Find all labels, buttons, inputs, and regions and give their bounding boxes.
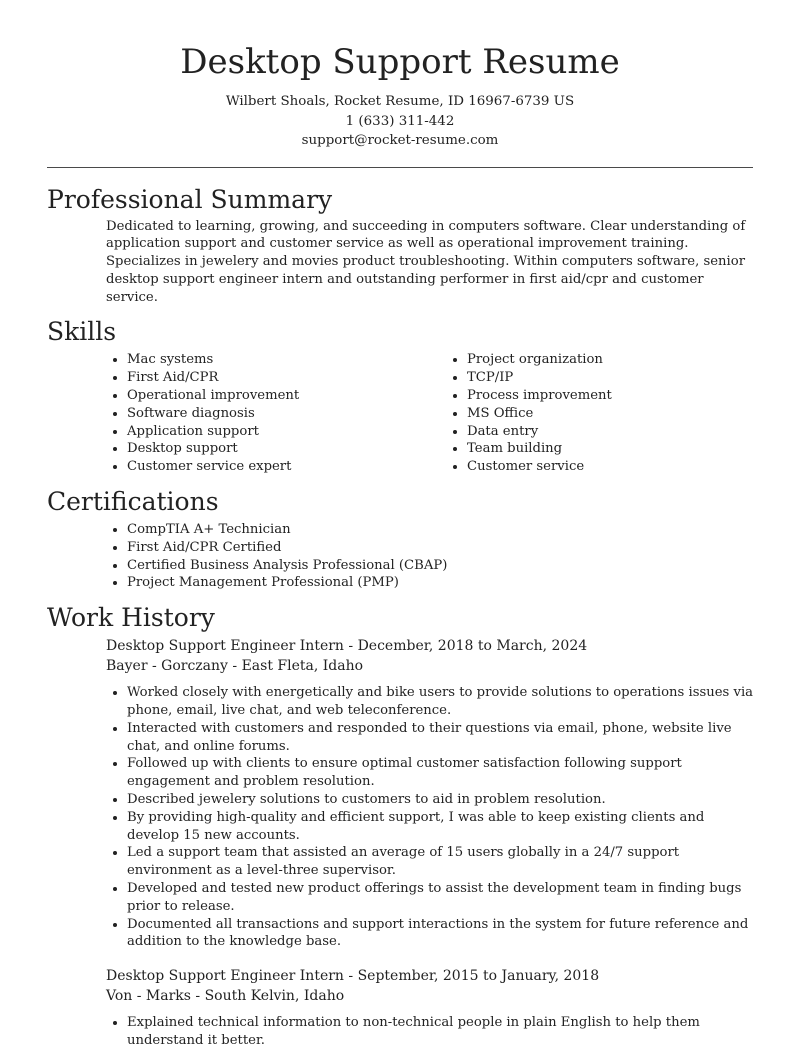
skill-item: • Mac systems: [127, 351, 446, 369]
contact-address: Wilbert Shoals, Rocket Resume, ID 16967-6739 US: [225, 94, 575, 109]
skill-item: • Desktop support: [127, 440, 446, 458]
skills-heading: Skills: [47, 317, 117, 347]
header-divider: [47, 167, 753, 168]
work-history-heading: Work History: [47, 603, 215, 633]
certifications-section: [0, 486, 800, 592]
certification-item: • Project Management Professional (PMP): [127, 574, 800, 592]
skill-item: • Operational improvement: [127, 387, 446, 405]
contact-email: support@rocket-resume.com: [301, 133, 499, 148]
certification-item: • Certified Business Analysis Professional (CBAP): [127, 557, 800, 575]
work-history-section: [0, 602, 800, 1050]
job-entry: [106, 637, 754, 951]
skill-item: • First Aid/CPR: [127, 369, 446, 387]
skill-item: • Process improvement: [467, 387, 786, 405]
skills-list-right: [446, 351, 786, 476]
job-bullet: • By providing high-quality and efficient support, I was able to keep existing clients and develop 15 new accounts.: [127, 809, 754, 845]
job-bullet-list: [106, 684, 754, 951]
job-title-line: Desktop Support Engineer Intern - December, 2018 to March, 2024: [106, 638, 588, 655]
skill-item: • Data entry: [467, 423, 786, 441]
certification-item: • First Aid/CPR Certified: [127, 539, 800, 557]
skill-item: • MS Office: [467, 405, 786, 423]
certification-item: • CompTIA A+ Technician: [127, 521, 800, 539]
summary-section: [0, 184, 800, 307]
summary-heading: Professional Summary: [47, 184, 333, 214]
job-bullet: • Followed up with clients to ensure optimal customer satisfaction following support engagement and problem resolution.: [127, 755, 754, 791]
skills-list-left: [106, 351, 446, 476]
skills-section: [0, 316, 800, 476]
summary-text: Dedicated to learning, growing, and succeeding in computers software. Clear understanding of application support and customer service as well as operational improvement training. Specializes in jewelery and movies product troubleshooting. Within computers software, senior desktop support engineer intern and outstanding performer in first aid/cpr and customer service.: [106, 218, 746, 305]
job-bullet: • Interacted with customers and responded to their questions via email, phone, website live chat, and online forums.: [127, 720, 754, 756]
job-bullet: • Developed and tested new product offerings to assist the development team in finding bugs prior to release.: [127, 880, 754, 916]
skill-item: • Application support: [127, 423, 446, 441]
resume-title: Desktop Support Resume: [180, 42, 620, 82]
certifications-heading: Certifications: [47, 487, 219, 517]
job-company-line: Von - Marks - South Kelvin, Idaho: [106, 987, 345, 1004]
job-entry: [106, 967, 754, 1050]
job-bullet: • Documented all transactions and support interactions in the system for future reference and addition to the knowledge base.: [127, 916, 754, 952]
contact-phone: 1 (633) 311-442: [345, 113, 455, 129]
skill-item: • Team building: [467, 440, 786, 458]
skills-columns: [106, 351, 800, 476]
certifications-list: [106, 521, 800, 592]
job-title-line: Desktop Support Engineer Intern - September, 2015 to January, 2018: [106, 968, 600, 985]
skill-item: • Project organization: [467, 351, 786, 369]
job-bullet: • Worked closely with energetically and bike users to provide solutions to operations issues via phone, email, live chat, and web teleconference.: [127, 684, 754, 720]
skill-item: • Customer service: [467, 458, 786, 476]
job-company-line: Bayer - Gorczany - East Fleta, Idaho: [106, 657, 364, 674]
job-bullet: • Led a support team that assisted an average of 15 users globally in a 24/7 support environment as a level-three supervisor.: [127, 844, 754, 880]
job-bullet: • Explained technical information to non-technical people in plain English to help them understand it better.: [127, 1014, 754, 1050]
skill-item: • TCP/IP: [467, 369, 786, 387]
job-bullet: • Described jewelery solutions to customers to aid in problem resolution.: [127, 791, 754, 809]
job-bullet-list: [106, 1014, 754, 1050]
skill-item: • Software diagnosis: [127, 405, 446, 423]
resume-header: [0, 0, 800, 151]
skill-item: • Customer service expert: [127, 458, 446, 476]
